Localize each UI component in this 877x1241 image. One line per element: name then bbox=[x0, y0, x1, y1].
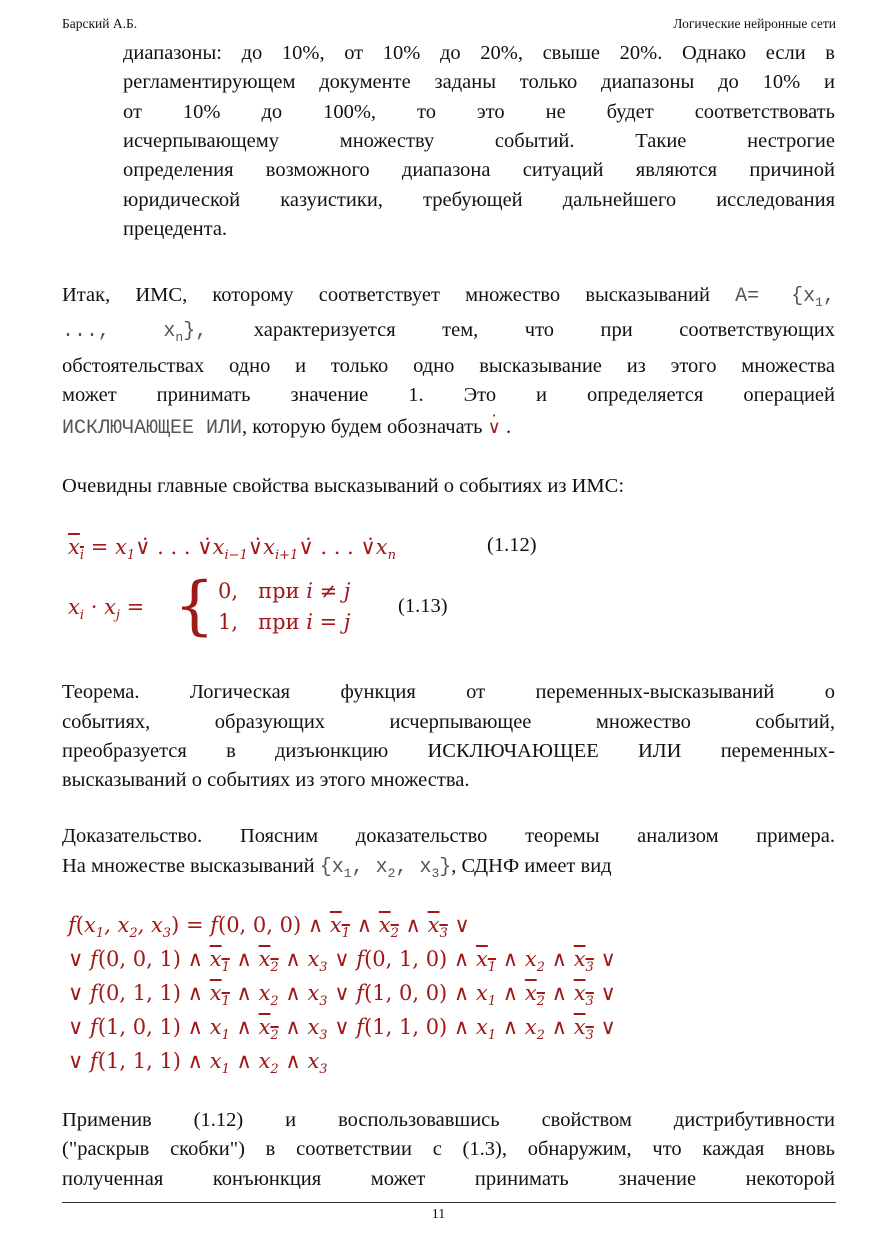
p6-line3: полученная конъюнкция может принимать значение некоторой bbox=[62, 1168, 835, 1190]
eq-label-1-12: (1.12) bbox=[487, 534, 537, 556]
p2-line1: Итак, ИМС, которому соответствует множество высказываний $A= \{x_1$, bbox=[62, 284, 835, 310]
sdnf-line-1: $f(x_1$, $x_2$, $x_3) = f(0$, 0, 0) ∧ $x_1$ ∧ $x_2$ ∧ $x_3$ ∨ bbox=[68, 913, 470, 942]
p6-line1: Применив (1.12) и воспользовавшись свойством дистрибутивности bbox=[62, 1109, 835, 1131]
p2-line5: ИСКЛЮЧАЮЩЕЕ ИЛИ, которую будем обозначать · ∨ . bbox=[62, 413, 835, 443]
xor-symbol-icon: · ∨ bbox=[488, 419, 501, 437]
formula-1-13-case2: 1, при i = j bbox=[218, 610, 351, 634]
p1-line7: прецедента. bbox=[123, 218, 228, 240]
sdnf-line-3: ∨ f(0, 1, 1) ∧ $x_1$ ∧ $x_2$ ∧ $x_3$ ∨ f(1, 0, 0) ∧ $x_1$ ∧ $x_2$ ∧ $x_3$ ∨ bbox=[68, 981, 616, 1010]
p5-line1: Доказательство. Поясним доказательство теоремы анализом примера. bbox=[62, 825, 835, 847]
p2-line2: ..., $x_n$}, характеризуется тем, что при соответствующих bbox=[62, 319, 836, 345]
formula-1-12: $x_i$ = $x_1\veė$ . . . $\veėx_{i-1}\veėx_{i+1}\veė$ . . . $\veėx_n$ bbox=[68, 535, 396, 564]
page-number: 11 bbox=[431, 1207, 446, 1222]
footer-rule bbox=[62, 1202, 836, 1203]
xor-name: ИСКЛЮЧАЮЩЕЕ ИЛИ bbox=[62, 417, 243, 440]
p4-line2: событиях, образующих исчерпывающее множество событий, bbox=[62, 711, 835, 733]
sdnf-line-2: ∨ f(0, 0, 1) ∧ $x_1$ ∧ $x_2$ ∧ $x_3$ ∨ f(0, 1, 0) ∧ $x_1$ ∧ $x_2$ ∧ $x_3$ ∨ bbox=[68, 947, 616, 976]
p4-line3: преобразуется в дизъюнкцию ИСКЛЮЧАЮЩЕЕ ИЛИ переменных- bbox=[62, 740, 835, 762]
p2-line3: обстоятельствах одно и только одно высказывание из этого множества bbox=[62, 355, 835, 377]
p1-line6: юридической казуистики, требующей дальнейшего исследования bbox=[123, 189, 835, 211]
p1-line3: от 10% до 100%, то это не будет соответствовать bbox=[123, 101, 835, 123]
p4-line4: высказываний о событиях из этого множества. bbox=[62, 769, 470, 791]
p1-line1: диапазоны: до 10%, от 10% до 20%, свыше 20%. Однако если в bbox=[123, 42, 835, 64]
p2-line4: может принимать значение 1. Это и определяется операцией bbox=[62, 384, 835, 406]
set-a-start: $A= \{x_1$, bbox=[735, 285, 835, 310]
eq-label-1-13: (1.13) bbox=[398, 595, 448, 617]
p1-line2: регламентирующем документе заданы только диапазоны до 10% и bbox=[123, 71, 835, 93]
set-x123: {$x_1$, $x_2$, $x_3$} bbox=[319, 856, 452, 881]
set-a-end: ..., $x_n$}, bbox=[62, 320, 208, 345]
left-brace-icon: { bbox=[174, 569, 215, 643]
p5-line2: На множестве высказываний {$x_1$, $x_2$, $x_3$}, СДНФ имеет вид bbox=[62, 855, 612, 881]
p6-line2: ("раскрыв скобки") в соответствии с (1.3), обнаружим, что каждая вновь bbox=[62, 1138, 835, 1160]
formula-1-13-case1: 0, при i ≠ j bbox=[218, 579, 351, 603]
sdnf-line-4: ∨ f(1, 0, 1) ∧ $x_1$ ∧ $x_2$ ∧ $x_3$ ∨ f(1, 1, 0) ∧ $x_1$ ∧ $x_2$ ∧ $x_3$ ∨ bbox=[68, 1015, 616, 1044]
sdnf-line-5: ∨ f(1, 1, 1) ∧ $x_1$ ∧ $x_2$ ∧ $x_3$ bbox=[68, 1049, 328, 1078]
p3-line: Очевидны главные свойства высказываний о событиях из ИМС: bbox=[62, 475, 625, 497]
formula-1-13-lhs: $x_i \cdot x_j$ = bbox=[68, 595, 145, 624]
p1-line5: определения возможного диапазона ситуаций являются причиной bbox=[123, 159, 835, 181]
p4-line1: Теорема. Логическая функция от переменных-высказываний о bbox=[62, 681, 835, 703]
p1-line4: исчерпывающему множеству событий. Такие нестрогие bbox=[123, 130, 835, 152]
header-author: Барский А.Б. bbox=[62, 16, 138, 31]
header-title: Логические нейронные сети bbox=[673, 16, 836, 31]
